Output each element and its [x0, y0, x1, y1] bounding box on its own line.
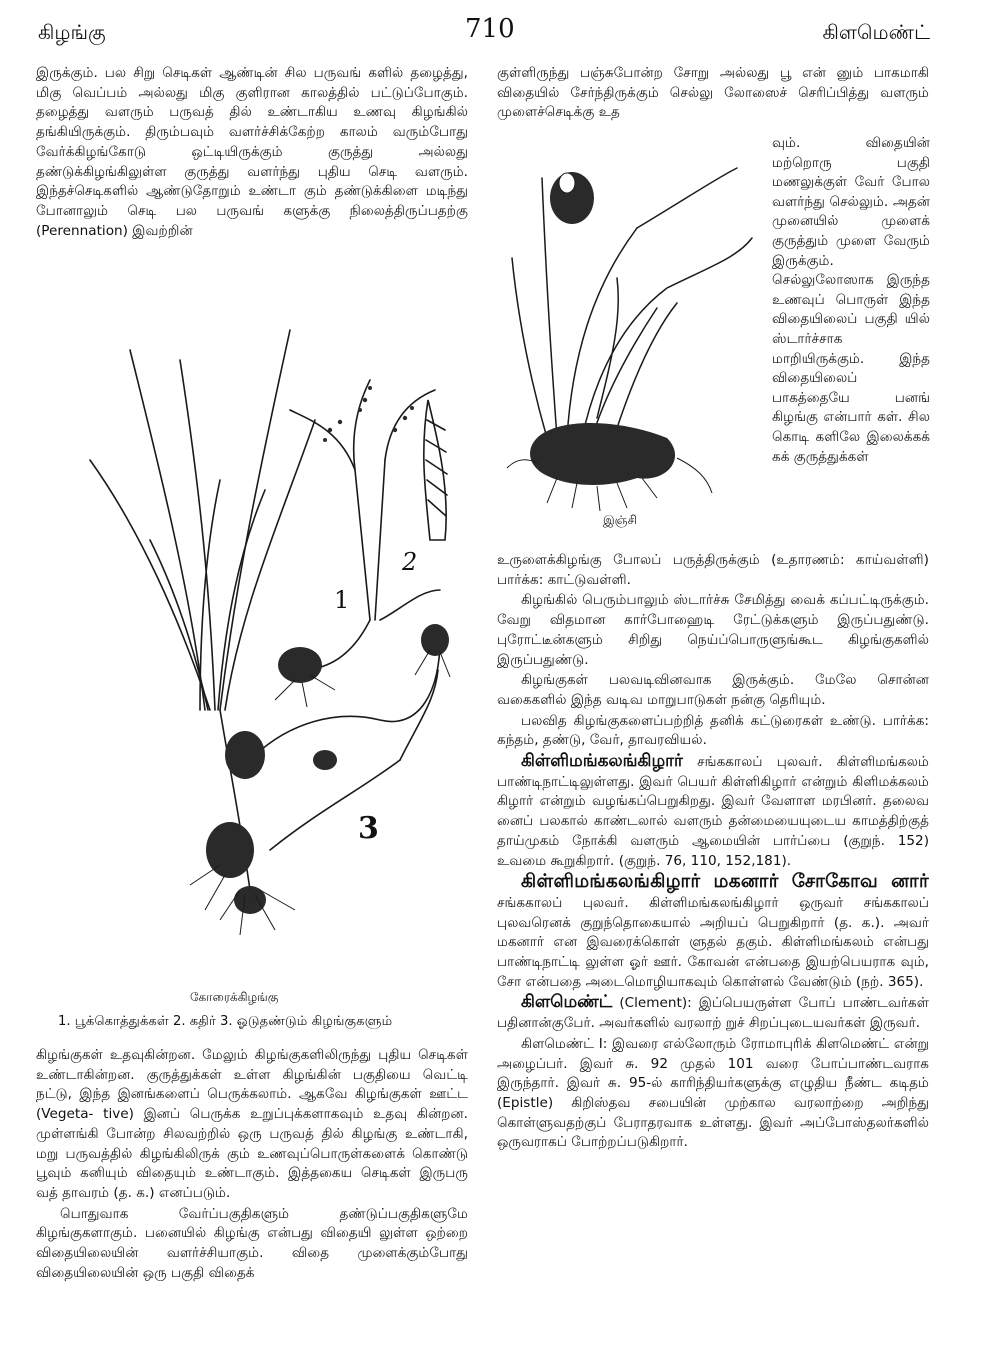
entry-text: இவரை எல்லோரும் ரோமாபுரிக் கிளமெண்ட் என்று அழைப்பர். இவர் சு. 92 முதல் 101 வரை போப்பாண்டவராக இருந்தார். இவர் சு. 95-ல் காரிந்தியர்களுக்கு எழுதிய நீண்ட கடிதம் (Epistle) கிறிஸ்தவ சபையின் முற்கால வரலாற்றை அறிந்து கொள்ளுவதற்குப் பேராதரவாக உள்ளது. இவர் அப்போஸ்தலர்களில் ஒருவராகப் போற்றப்படுகிறார்.: [497, 1035, 929, 1151]
page-header: [0, 14, 982, 54]
entry-subheading: கிளமெண்ட் I:: [521, 1035, 608, 1052]
paragraph: உருளைக்கிழங்கு போலப் பருத்திருக்கும் (உதாரணம்: காய்வள்ளி) பார்க்க: காட்டுவள்ளி.: [497, 552, 929, 588]
figure-title: கோரைக்கிழங்கு: [190, 990, 279, 1004]
right-column-top: [497, 64, 929, 124]
entry-heading: கிள்ளிமங்கலங்கிழார்: [521, 751, 683, 772]
entry-heading: கிளமெண்ட்: [521, 992, 613, 1013]
figure-legend: 1. பூக்கொத்துக்கள் 2. கதிர் 3. ஓடுதண்டும் கிழங்குகளும்: [58, 1014, 393, 1029]
entry-heading: கிள்ளிமங்கலங்கிழார் மகனார் சோகோவ னார்: [521, 871, 929, 893]
sedge-plant-illustration: [40, 290, 470, 980]
paragraph: கிழங்குகள் உதவுகின்றன. மேலும் கிழங்குகளிலிருந்து புதிய செடிகள் உண்டாகின்றன. குருத்துக்கள் உள்ள கிழங்கின் பகுதியை வெட்டி நட்டு, இந்த இனங்களைப் பெருக்கலாம். ஆகவே கிழங்குகள் ஊட்ட (Vegeta- tive) இனப் பெருக்க உறுப்புக்களாகவும் உதவு கின்றன. முள்ளங்கி போன்ற சிலவற்றில் ஒரு பருவத் தில் கிழங்கு உண்டாகி, மறு பருவத்தில் கிழங்கிலிருக் கும் உணவுப்பொருள்களைக் கொண்டு பூவும் கனியும் விதையும் உண்டாகும். இத்தகைய செடிகள் இருபரு வத் தாவரம் (த. க.) எனப்படும்.: [36, 1047, 468, 1201]
running-head-right: கிளமெண்ட்: [822, 20, 930, 44]
ginger-plant-illustration: [497, 138, 762, 518]
figure-label-2: 2: [402, 548, 418, 576]
paragraph: கிழங்குகள் பலவடிவினவாக இருக்கும். மேலே சொன்ன வகைகளில் இந்த வடிவ மாறுபாடுகள் நன்கு தெரியும்.: [497, 672, 929, 708]
left-column-top: [36, 64, 468, 242]
entry-text: : இப்பெயருள்ள போப் பாண்டவர்கள் பதினான்குபேர். அவர்களில் வரலாற் றுச் சிறப்புடையவர்கள் இருவர்.: [497, 995, 929, 1032]
entry-sokovanar: [497, 872, 929, 992]
paragraph: கிழங்கில் பெரும்பாலும் ஸ்டார்ச்சு சேமித்து வைக் கப்பட்டிருக்கும். வேறு விதமான கார்போஹைடி ரேட்டுக்களும் இருப்பதுண்டு. புரோட்டீன்களும் சிறிது நெய்ப்பொருளுங்கூட கிழங்குகளில் இருப்பதுண்டு.: [497, 592, 929, 668]
figure-label-1: 1: [334, 586, 350, 614]
paragraph: பலவித கிழங்குகளைப்பற்றித் தனிக் கட்டுரைகள் உண்டு. பார்க்க: கந்தம், தண்டு, வேர், தாவரவியல்.: [497, 712, 929, 749]
page-number: 710: [465, 14, 515, 44]
right-narrow-text: வும். விதையின் மற்றொரு பகுதி மணலுக்குள் வேர் போல வளர்ந்து செல்லும். அதன் முனையில் முளைக் குருத்தும் முளை வேரும் இருக்கும். செல்லுலோஸாக இருந்த உணவுப் பொருள் இந்த விதையிலைப் பகுதி யில் ஸ்டார்ச்சாக மாறியிருக்கும். இந்த விதையிலைப் பாகத்தையே பனங் கிழங்கு என்பார் கள். சில கொடி களிலே இலைக்கக் கக் குருத்துக்கள்: [772, 135, 930, 465]
running-head-left: கிழங்கு: [38, 20, 106, 44]
entry-clement-i: [497, 1035, 929, 1153]
entry-latin-name: (Clement): [619, 995, 688, 1012]
paragraph: இருக்கும். பல சிறு செடிகள் ஆண்டின் சில பருவங் களில் தழைத்து, மிகு வெப்பம் அல்லது மிகு குளிரான காலத்தில் பட்டுப்போகும். தழைத்து வளரும் பருவத் தில் உண்டாகிய உணவு கிழங்கில் தங்கியிருக்கும். திரும்பவும் வளர்ச்சிக்கேற்ற காலம் வரும்போது வேர்க்கிழங்கோடு ஒட்டியிருக்கும் குருத்து அல்லது தண்டுக்கிழங்கிலுள்ள குருத்து வளர்ந்து புதிய செடி வளரும். இந்தச்செடிகளில் ஆண்டுதோறும் உண்டா கும் தண்டுக்கிளை மடிந்து போனாலும் செடி பல பருவங் களுக்கு நிலைத்திருப்பதற்கு (Perennation) இவற்றின்: [36, 65, 468, 239]
entry-clement: [497, 993, 929, 1033]
figure-label-3: 3: [358, 811, 379, 846]
left-column-bottom: [36, 1046, 468, 1284]
entry-text: சங்ககாலப் புலவர். கிள்ளிமங்கலம் பாண்டிநாட்டிலுள்ளது. இவர் பெயர் கிள்ளிகிழார் என்றும் கிளிமக்கலம் கிழார் என்றும் வழங்கப்பெறுகிறது. இவர் வேளாள மரபினர். தலைவ னைப் பலகால் காண்டலால் வளரும் தன்மையையுடைய காமத்திற்குத் தாய்முகம் நோக்கி வளரும் ஆமையின் பார்ப்பை (குறுந். 152) உவமை கூறுகிறார். (குறுந். 76, 110, 152,181).: [497, 754, 929, 869]
ginger-caption: இஞ்சி: [603, 513, 637, 527]
paragraph: பொதுவாக வேர்ப்பகுதிகளும் தண்டுப்பகுதிகளுமே கிழங்குகளாகும். பனையில் கிழங்கு என்பது விதையி லுள்ள ஒற்றை விதையிலையின் வளர்ச்சியாகும். விதை முளைக்கும்போது விதையிலையின் ஒரு பகுதி விதைக்: [36, 1205, 468, 1281]
entry-text: சங்ககாலப் புலவர். கிள்ளிமங்கலங்கிழார் ஒருவர் சங்ககாலப் புலவரெனக் குறுந்தொகையால் அறியப் பெறுகிறார் (த. க.). அவர் மகனார் என இவரைக்கொள் ளுதல் தகும். கிள்ளிமங்கலம் என்பது பாண்டிநாட்டி லுள்ள ஓர் ஊர். கோவன் என்பதை இயற்பெயராக வும், சோ என்பதை அடைமொழியாகவும் கொள்ளல் வேண்டும் (நற். 365).: [497, 894, 929, 990]
paragraph: குள்ளிருந்து பஞ்சுபோன்ற சோறு அல்லது பூ என் னும் பாகமாகி விதையில் சேர்ந்திருக்கும் செல்லு லோஸைச் செரிப்பித்து வளரும் முளைச்செடிக்கு உத: [497, 65, 929, 121]
entry-kilimangalam-kizhar: [497, 752, 929, 871]
right-column-main: [497, 551, 929, 1154]
